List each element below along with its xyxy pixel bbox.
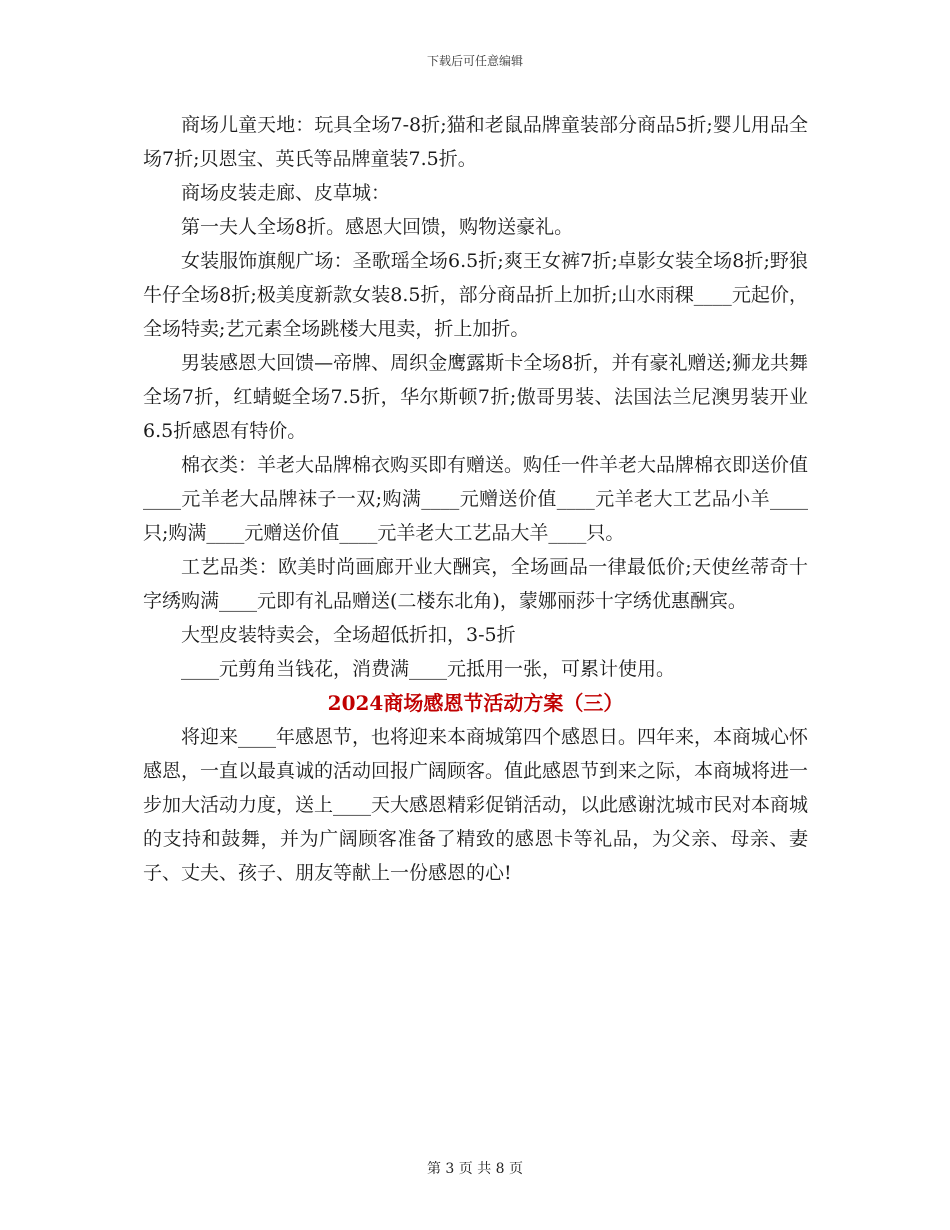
paragraph-coupon: ____元剪角当钱花，消费满____元抵用一张，可累计使用。 bbox=[181, 658, 676, 680]
paragraph-womens-wear: 女装服饰旗舰广场：圣歌瑶全场6.5折;爽王女裤7折;卓影女装全场8折;野狼牛仔全场8折;极美度新款女装8.5折，部分商品折上加折;山水雨稞____元起价，全场特卖;艺元素全场跳楼大甩卖，折上加折。 bbox=[143, 250, 808, 340]
page-header: 下载后可任意编辑 bbox=[426, 54, 523, 68]
paragraph-mens-wear: 男装感恩大回馈—帝牌、周织金鹰露斯卡全场8折，并有豪礼赠送;狮龙共舞全场7折，红蜻蜓全场7.5折，华尔斯顿7折;傲哥男装、法国法兰尼澳男装开业6.5折感恩有特价。 bbox=[143, 352, 808, 442]
paragraph-cotton-coats: 棉衣类：羊老大品牌棉衣购买即有赠送。购任一件羊老大品牌棉衣即送价值____元羊老大品牌袜子一双;购满____元赠送价值____元羊老大工艺品小羊____只;购满____元赠送价值____元羊老大工艺品大羊____只。 bbox=[143, 454, 809, 544]
paragraph-crafts: 工艺品类：欧美时尚画廊开业大酬宾，全场画品一律最低价;天使丝蒂奇十字绣购满____元即有礼品赠送(二楼东北角)，蒙娜丽莎十字绣优惠酬宾。 bbox=[143, 556, 808, 612]
document-body bbox=[143, 108, 808, 890]
paragraph-kids-zone: 商场儿童天地：玩具全场7-8折;猫和老鼠品牌童装部分商品5折;婴儿用品全场7折;贝恩宝、英氏等品牌童装7.5折。 bbox=[143, 114, 808, 170]
paragraph-thanksgiving-intro: 将迎来____年感恩节，也将迎来本商城第四个感恩日。四年来，本商城心怀感恩，一直以最真诚的活动回报广阔顾客。值此感恩节到来之际，本商城将进一步加大活动力度，送上____天大感恩精彩促销活动，以此感谢沈城市民对本商城的支持和鼓舞，并为广阔顾客准备了精致的感恩卡等礼品，为父亲、母亲、妻子、丈夫、孩子、朋友等献上一份感恩的心! bbox=[143, 726, 809, 884]
page-footer: 第 3 页 共 8 页 bbox=[426, 1161, 524, 1177]
paragraph-first-lady: 第一夫人全场8折。感恩大回馈，购物送豪礼。 bbox=[181, 216, 574, 238]
section-title: 2024商场感恩节活动方案（三） bbox=[327, 691, 624, 715]
paragraph-leather-corridor: 商场皮装走廊、皮草城： bbox=[181, 182, 391, 204]
paragraph-leather-sale: 大型皮装特卖会，全场超低折扣，3-5折 bbox=[181, 624, 516, 646]
